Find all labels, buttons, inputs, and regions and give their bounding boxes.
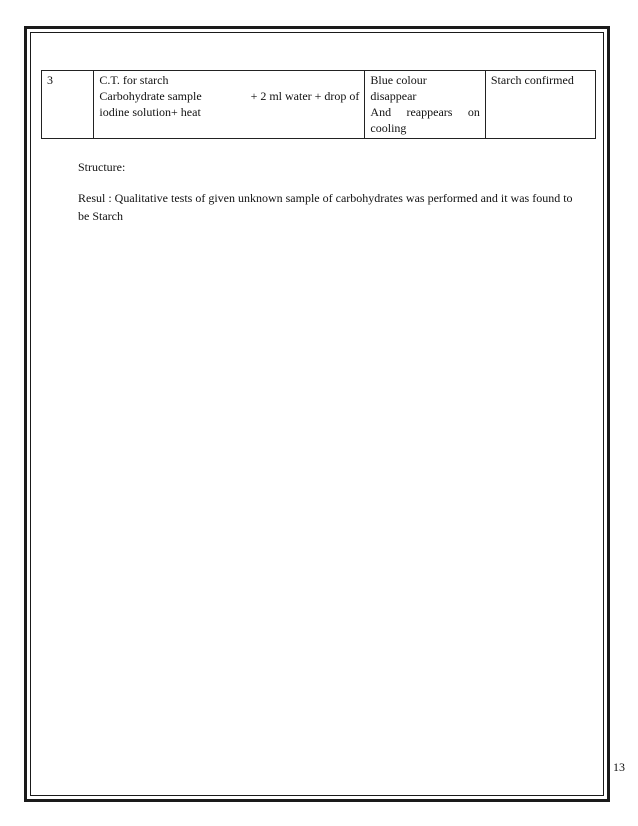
table-row — [42, 71, 596, 139]
test-procedure-right: + 2 ml water + drop of — [250, 89, 360, 103]
observation-word-and: And — [370, 105, 392, 119]
page-number: 13 — [613, 760, 625, 774]
structure-label: Structure: — [78, 160, 126, 174]
observation-word-on: on — [467, 105, 480, 119]
test-title: C.T. for starch — [99, 73, 169, 87]
test-procedure-line — [99, 88, 359, 104]
observation-line-1: Blue colour — [370, 73, 427, 87]
observation-word-reappears: reappears — [406, 105, 453, 119]
observation-line-2: disappear — [370, 89, 417, 103]
tests-table — [41, 70, 596, 139]
observation-line-4: cooling — [370, 121, 407, 135]
test-procedure-left: Carbohydrate sample — [99, 89, 202, 103]
page-border-inner — [30, 32, 604, 796]
observation-line-3 — [370, 104, 479, 120]
result-paragraph: Resul : Qualitative tests of given unknown sample of carbohydrates was performed and it was found to be Starch — [78, 191, 573, 223]
cell-observation — [365, 71, 485, 139]
cell-test — [94, 71, 365, 139]
cell-inference — [485, 71, 595, 139]
inference-text: Starch confirmed — [490, 73, 574, 87]
cell-serial-number — [42, 71, 94, 139]
serial-number: 3 — [47, 73, 53, 87]
test-procedure-end: iodine solution+ heat — [99, 105, 201, 119]
